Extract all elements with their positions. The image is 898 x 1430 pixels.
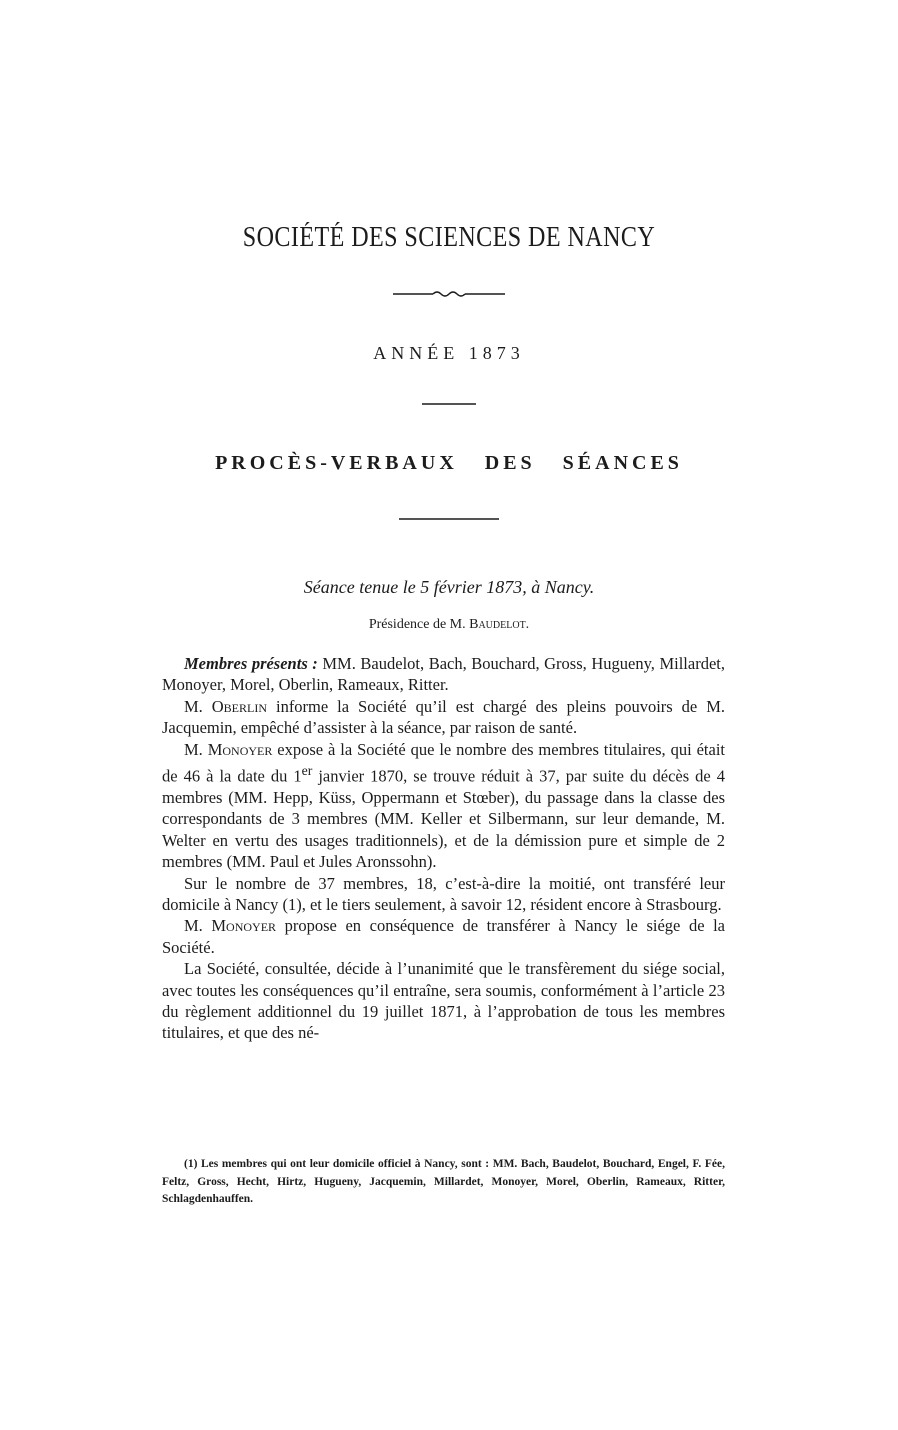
members-list: MM. Baudelot, Bach, Bouchard, Gross, Hugueny, Millardet, Monoyer, Morel, Oberlin, Rameaux, Ritter.	[162, 654, 725, 695]
p2-prefix: M.	[184, 696, 203, 716]
footnote-text: (1) Les membres qui ont leur domicile officiel à Nancy, sont : MM. Bach, Baudelot, Bouchard, Engel, F. Fée, Feltz, Gross, Hecht, Hirtz, Hugueny, Jacquemin, Millardet, Monoyer, Morel, Oberlin, Rameaux, Ritter, Schlagdenhauffen.	[162, 1158, 725, 1205]
p3-prefix: M.	[184, 739, 203, 759]
society-title: SOCIÉTÉ DES SCIENCES DE NANCY	[242, 222, 656, 253]
footnote	[162, 1156, 725, 1209]
paragraph-monoyer-expose	[162, 739, 725, 873]
section-title: PROCÈS-VERBAUX DES SÉANCES	[215, 452, 683, 474]
rule-divider-1	[0, 402, 898, 406]
p3-sup: er	[301, 763, 313, 779]
presidence-prefix: Présidence de M.	[368, 617, 466, 632]
p5-name: Monoyer	[211, 916, 277, 936]
p2-name: Oberlin	[211, 696, 268, 716]
paragraph-oberlin	[162, 696, 725, 739]
minutes-body	[162, 653, 725, 1044]
p3-text-a: expose à la Société que le nombre des membres titulaires, qui était de 46 à la date du 1	[162, 739, 725, 786]
paragraph-members	[162, 653, 725, 696]
president-name: Baudelot.	[469, 617, 530, 632]
session-title: Séance tenue le 5 février 1873, à Nancy.	[303, 577, 595, 597]
presidence-line	[0, 617, 898, 633]
rule-divider-2	[0, 517, 898, 521]
p2-text: informe la Société qu’il est chargé des pleins pouvoirs de M. Jacquemin, empêché d’assister à la séance, par raison de santé.	[162, 696, 726, 738]
year-heading: ANNÉE 1873	[373, 343, 525, 363]
p3-name: Monoyer	[207, 739, 273, 759]
p5-prefix: M.	[184, 916, 203, 936]
paragraph-decision: La Société, consultée, décide à l’unanimité que le transfèrement du siége social, avec toutes les conséquences qu’il entraîne, sera soumis, conformément à l’article 23 du règlement additionnel du 19 juillet 1871, à l’approbation de tous les membres titulaires, et que des né-	[162, 959, 725, 1043]
ornament-divider	[0, 289, 898, 299]
paragraph-count: Sur le nombre de 37 membres, 18, c’est-à-dire la moitié, ont transféré leur domicile à Nancy (1), et le tiers seulement, à savoir 12, résident encore à Strasbourg.	[162, 873, 725, 914]
p3-text-b: janvier 1870, se trouve réduit à 37, par suite du décès de 4 membres (MM. Hepp, Küss, Oppermann et Stœber), du passage dans la classe des correspondants de 3 membres (MM. Keller et Silbermann, sur leur demande, M. Welter en vertu des usages traditionnels), et de la démission pure et simple de 2 membres (MM. Paul et Jules Aronssohn).	[162, 766, 725, 872]
p5-text: propose en conséquence de transférer à Nancy le siége de la Société.	[162, 916, 726, 957]
paragraph-monoyer-propose	[162, 915, 725, 958]
members-label: Membres présents :	[184, 654, 318, 673]
